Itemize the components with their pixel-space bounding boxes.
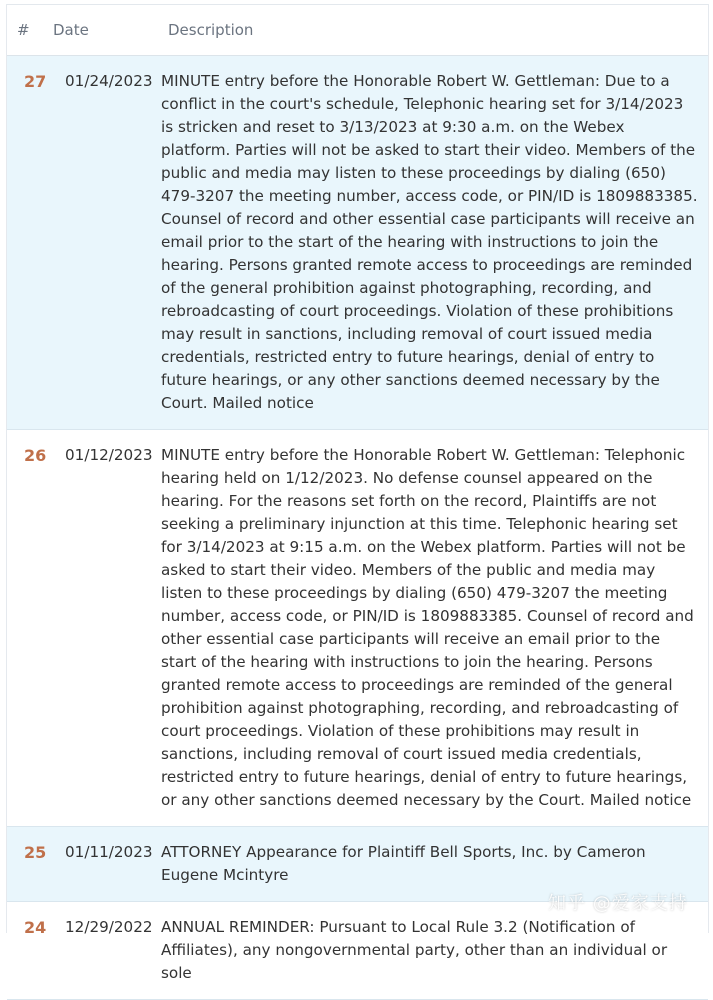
watermark-text: 知乎 @爱家支持: [548, 893, 688, 914]
column-header-description[interactable]: Description: [168, 21, 254, 39]
column-header-number[interactable]: #: [17, 21, 30, 39]
entry-date: 01/11/2023: [65, 843, 153, 861]
entry-number[interactable]: 27: [24, 72, 47, 91]
entry-number[interactable]: 24: [24, 918, 47, 937]
entry-date: 01/12/2023: [65, 446, 153, 464]
table-row: [7, 430, 708, 827]
entry-description: MINUTE entry before the Honorable Robert W. Gettleman: Telephonic hearing held on 1/12/2023. No defense counsel appeared on the hearing. For the reasons set forth on the record, Plaintiffs are not seeking a preliminary injunction at this time. Telephonic hearing set for 3/14/2023 at 9:15 a.m. on the Webex platform. Parties will not be asked to start their video. Members of the public and media may listen to these proceedings by dialing (650) 479-3207 the meeting number, access code, or PIN/ID is 1809883385. Counsel of record and other essential case participants will receive an email prior to the start of the hearing with instructions to join the hearing. Persons granted remote access to proceedings are reminded of the general prohibition against photographing, recording, and rebroadcasting of court proceedings. Violation of these prohibitions may result in sanctions, including removal of court issued media credentials, restricted entry to future hearings, denial of entry to future hearings, or any other sanctions deemed necessary by the Court. Mailed notice: [161, 446, 694, 809]
entry-description: ATTORNEY Appearance for Plaintiff Bell Sports, Inc. by Cameron Eugene Mcintyre: [161, 843, 646, 884]
table-header: [7, 4, 708, 56]
entry-date: 01/24/2023: [65, 72, 153, 90]
entry-description: MINUTE entry before the Honorable Robert W. Gettleman: Due to a conflict in the court's schedule, Telephonic hearing set for 3/14/2023 is stricken and reset to 3/13/2023 at 9:30 a.m. on the Webex platform. Parties will not be asked to start their video. Members of the public and media may listen to these proceedings by dialing (650) 479-3207 the meeting number, access code, or PIN/ID is 1809883385. Counsel of record and other essential case participants will receive an email prior to the start of the hearing with instructions to join the hearing. Persons granted remote access to proceedings are reminded of the general prohibition against photographing, recording, and rebroadcasting of court proceedings. Violation of these prohibitions may result in sanctions, including removal of court issued media credentials, restricted entry to future hearings, denial of entry to future hearings, or any other sanctions deemed necessary by the Court. Mailed notice: [161, 72, 698, 412]
column-header-date[interactable]: Date: [53, 21, 89, 39]
entry-description: ANNUAL REMINDER: Pursuant to Local Rule 3.2 (Notification of Affiliates), any nongovernmental party, other than an individual or sole: [161, 918, 668, 982]
docket-table: [6, 4, 709, 982]
table-row: [7, 56, 708, 430]
entry-date: 12/29/2022: [65, 918, 153, 936]
entry-number[interactable]: 25: [24, 843, 47, 862]
entry-number[interactable]: 26: [24, 446, 47, 465]
table-row: [7, 902, 708, 1000]
